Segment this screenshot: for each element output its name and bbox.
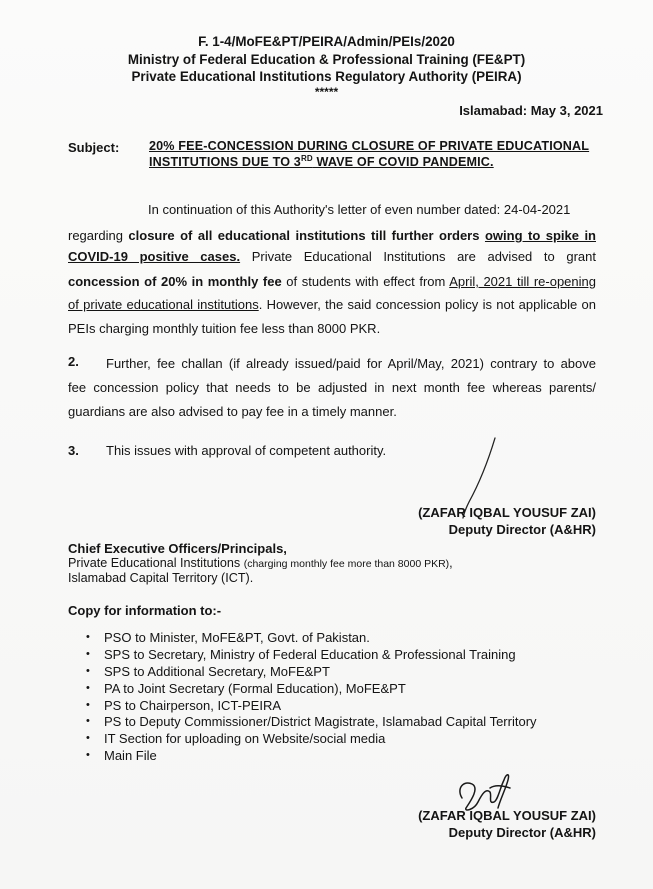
authority-name: Private Educational Institutions Regulatory Authority (PEIRA) (131, 69, 522, 84)
subject-line-2: INSTITUTIONS DUE TO 3RD WAVE OF COVID PANDEMIC. (149, 153, 494, 169)
bullet-icon: • (86, 698, 90, 711)
subject-line-1: 20% FEE-CONCESSION DURING CLOSURE OF PRIVATE EDUCATIONAL (149, 139, 590, 153)
para2-line-1: Further, fee challan (if already issued/paid for April/May, 2021) contrary to above (106, 356, 596, 371)
para2-line-3: guardians are also advised to pay fee in a timely manner. (68, 404, 397, 419)
para1-line-5: of private educational institutions. However, the said concession policy is not applicable on (68, 297, 596, 312)
addressee-title: Chief Executive Officers/Principals, (68, 541, 287, 556)
para1-line-4: concession of 20% in monthly fee of students with effect from April, 2021 till re-opening (68, 274, 596, 289)
list-item: • Main File (86, 748, 157, 764)
place-date: Islamabad: May 3, 2021 (459, 103, 603, 118)
copy-list (86, 629, 537, 764)
list-item: • PS to Deputy Commissioner/District Magistrate, Islamabad Capital Territory (86, 714, 537, 730)
signatory-designation-2: Deputy Director (A&HR) (448, 825, 596, 840)
bullet-icon: • (86, 647, 90, 660)
bullet-icon: • (86, 715, 90, 728)
para1-line-6: PEIs charging monthly tuition fee less than 8000 PKR. (68, 321, 381, 336)
subject-label: Subject: (68, 140, 120, 155)
para1-line-3: COVID-19 positive cases. Private Educational Institutions are advised to grant (68, 249, 596, 264)
addressee-line-2: Private Educational Institutions (charging monthly fee more than 8000 PKR), (68, 556, 453, 570)
addressee-line-3: Islamabad Capital Territory (ICT). (68, 571, 254, 585)
para1-line-2: regarding closure of all educational institutions till further orders owing to spike in (68, 228, 596, 243)
list-item: • PA to Joint Secretary (Formal Education), MoFE&PT (86, 680, 406, 696)
bullet-icon: • (86, 732, 90, 745)
bullet-icon: • (86, 749, 90, 762)
bullet-icon: • (86, 631, 90, 643)
signatory-designation-1: Deputy Director (A&HR) (448, 522, 596, 537)
copy-heading: Copy for information to:- (68, 603, 222, 618)
para2-line-2: fee concession policy that needs to be adjusted in next month fee whereas parents/ (68, 380, 596, 395)
list-item: • PS to Chairperson, ICT-PEIRA (86, 697, 282, 713)
list-item: • SPS to Secretary, Ministry of Federal Education & Professional Training (86, 646, 516, 662)
para3-text: This issues with approval of competent authority. (106, 443, 387, 458)
list-item: • SPS to Additional Secretary, MoFE&PT (86, 663, 330, 679)
ministry-name: Ministry of Federal Education & Professional Training (FE&PT) (127, 52, 526, 67)
list-item: • PSO to Minister, MoFE&PT, Govt. of Pakistan. (86, 630, 370, 645)
list-item: • IT Section for uploading on Website/social media (86, 731, 386, 747)
para1-line-1: In continuation of this Authority's letter of even number dated: 24-04-2021 (148, 202, 571, 217)
bullet-icon: • (86, 664, 90, 677)
file-number: F. 1-4/MoFE&PT/PEIRA/Admin/PEIs/2020 (198, 34, 455, 49)
signatory-name-2: (ZAFAR IQBAL YOUSUF ZAI) (418, 808, 596, 823)
bullet-icon: • (86, 681, 90, 694)
para3-number: 3. (68, 443, 79, 458)
header-stars: ***** (314, 85, 339, 99)
signatory-name-1: (ZAFAR IQBAL YOUSUF ZAI) (418, 505, 596, 520)
para2-number: 2. (68, 354, 79, 369)
